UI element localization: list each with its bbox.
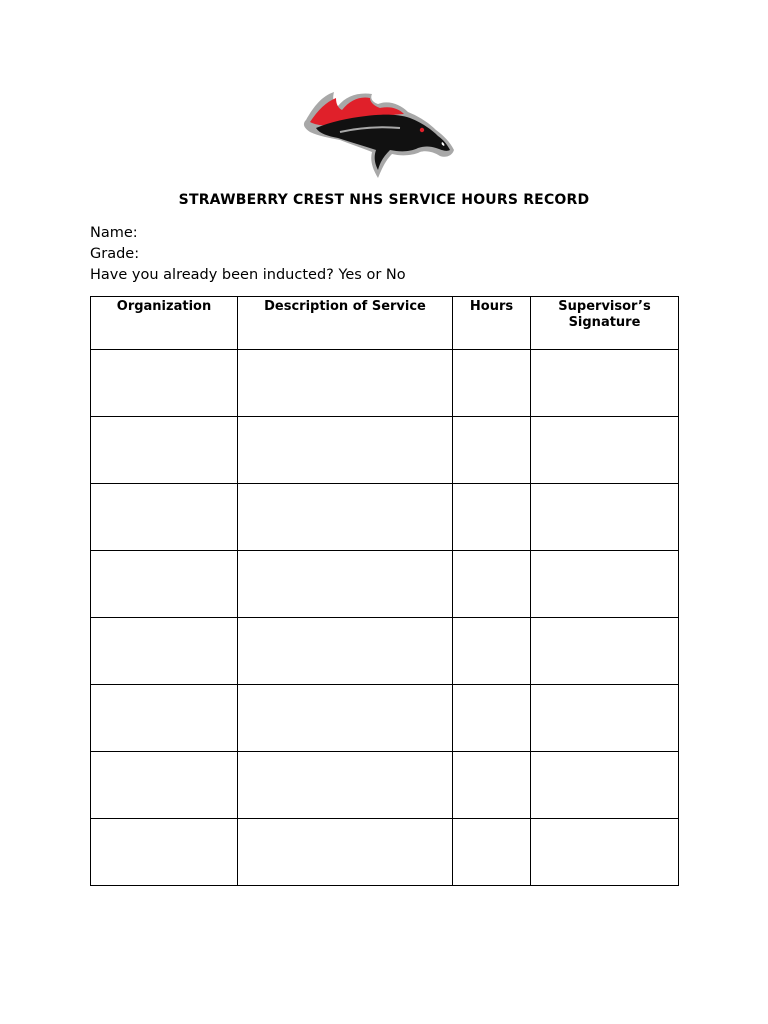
cell-organization[interactable] (91, 819, 238, 886)
cell-organization[interactable] (91, 417, 238, 484)
cell-organization[interactable] (91, 685, 238, 752)
cell-description[interactable] (238, 350, 453, 417)
column-header-description: Description of Service (238, 297, 453, 350)
table-row (91, 819, 679, 886)
cell-hours[interactable] (453, 752, 531, 819)
cell-hours[interactable] (453, 685, 531, 752)
cell-hours[interactable] (453, 350, 531, 417)
table-row (91, 350, 679, 417)
mustang-logo-icon (300, 86, 456, 182)
cell-signature[interactable] (531, 350, 679, 417)
logo-eye (420, 128, 424, 132)
cell-description[interactable] (238, 417, 453, 484)
cell-signature[interactable] (531, 484, 679, 551)
table-row (91, 618, 679, 685)
cell-organization[interactable] (91, 752, 238, 819)
table-row (91, 484, 679, 551)
cell-hours[interactable] (453, 551, 531, 618)
cell-description[interactable] (238, 551, 453, 618)
signature-header-line2: Signature (568, 315, 641, 330)
table-row (91, 551, 679, 618)
column-header-hours: Hours (453, 297, 531, 350)
cell-hours[interactable] (453, 417, 531, 484)
grade-field-label: Grade: (90, 246, 140, 262)
cell-hours[interactable] (453, 819, 531, 886)
inducted-question: Have you already been inducted? Yes or No (90, 267, 406, 283)
cell-description[interactable] (238, 752, 453, 819)
cell-signature[interactable] (531, 417, 679, 484)
cell-signature[interactable] (531, 685, 679, 752)
name-field-label: Name: (90, 225, 138, 241)
cell-signature[interactable] (531, 551, 679, 618)
cell-description[interactable] (238, 685, 453, 752)
cell-organization[interactable] (91, 350, 238, 417)
service-hours-table (90, 296, 679, 886)
cell-organization[interactable] (91, 484, 238, 551)
student-info (90, 223, 406, 286)
table-row (91, 752, 679, 819)
table-row (91, 417, 679, 484)
table-header-row (91, 297, 679, 350)
cell-description[interactable] (238, 618, 453, 685)
cell-hours[interactable] (453, 484, 531, 551)
cell-signature[interactable] (531, 618, 679, 685)
cell-signature[interactable] (531, 819, 679, 886)
cell-description[interactable] (238, 819, 453, 886)
table-row (91, 685, 679, 752)
page-title: STRAWBERRY CREST NHS SERVICE HOURS RECORD (178, 192, 590, 208)
cell-organization[interactable] (91, 618, 238, 685)
column-header-signature (531, 297, 679, 350)
column-header-organization: Organization (91, 297, 238, 350)
signature-header-line1: Supervisor’s (558, 299, 651, 314)
cell-signature[interactable] (531, 752, 679, 819)
cell-hours[interactable] (453, 618, 531, 685)
cell-description[interactable] (238, 484, 453, 551)
cell-organization[interactable] (91, 551, 238, 618)
